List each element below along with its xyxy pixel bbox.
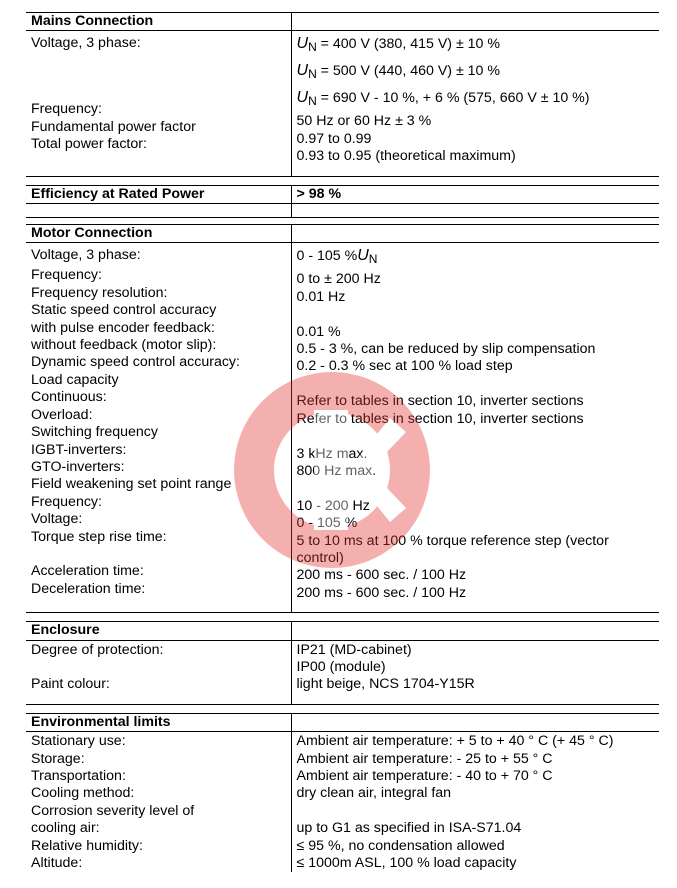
spec-value: ≤ 1000m ASL, 100 % load capacity: [296, 855, 517, 872]
spec-label: Altitude:: [31, 855, 83, 872]
spec-value: 10 - 200 Hz: [296, 497, 370, 514]
spec-value: Refer to tables in section 10, inverter sections: [296, 393, 584, 410]
values-column: [291, 640, 659, 704]
spec-value: up to G1 as specified in ISA-S71.04: [296, 820, 522, 837]
spec-label: with pulse encoder feedback:: [31, 319, 215, 336]
labels-column: [26, 732, 291, 873]
spec-value: 0.2 - 0.3 % sec at 100 % load step: [296, 358, 513, 375]
section-header-motor: [26, 225, 659, 243]
spec-value: 5 to 10 ms at 100 % torque reference step (vector control): [296, 532, 609, 566]
spec-label: Degree of protection:: [31, 641, 164, 658]
spec-value: 200 ms - 600 sec. / 100 Hz: [296, 567, 467, 584]
spec-label: Deceleration time:: [31, 580, 146, 597]
spec-label: Storage:: [31, 750, 85, 767]
spec-value: 800 Hz max.: [296, 462, 377, 479]
spec-label: Switching frequency: [31, 424, 158, 441]
spec-value: IP21 (MD-cabinet): [296, 641, 412, 658]
section-header-enclosure: [26, 622, 659, 640]
spec-label: Continuous:: [31, 389, 107, 406]
spec-label: Relative humidity:: [31, 837, 143, 854]
spec-label: IGBT-inverters:: [31, 441, 127, 458]
section-body-environment: [26, 732, 659, 873]
section-title: Environmental limits: [26, 713, 291, 731]
labels-column: [26, 640, 291, 704]
spec-value: 0 - 105 %: [296, 515, 358, 532]
spec-label: Field weakening set point range: [31, 476, 232, 493]
spec-label: Frequency resolution:: [31, 284, 168, 301]
spec-label: GTO-inverters:: [31, 458, 125, 475]
spec-value: 0.93 to 0.95 (theoretical maximum): [296, 148, 516, 165]
efficiency-value: > 98 %: [291, 185, 659, 203]
spec-label: Voltage, 3 phase:: [31, 247, 141, 264]
spec-value: $U_N = 400$ V (380, 415 V) ± 10 %: [296, 35, 501, 55]
spec-value: 0 - 105 $\%U_N$: [296, 247, 378, 267]
spec-value: Ambient air temperature: - 40 to + 70 ° C: [296, 768, 553, 784]
section-body-motor: [26, 243, 659, 613]
spec-label: Cooling method:: [31, 785, 135, 802]
spec-value: dry clean air, integral fan: [296, 785, 452, 802]
spec-value: 200 ms - 600 sec. / 100 Hz: [296, 584, 467, 601]
spec-value: ≤ 95 %, no condensation allowed: [296, 837, 505, 854]
values-column: [291, 31, 659, 176]
values-column: [291, 243, 659, 613]
spec-value: 0.5 - 3 %, can be reduced by slip compensation: [296, 341, 596, 358]
section-title: Motor Connection: [26, 225, 291, 243]
spec-value: $U_N = 690$ V - 10 %, + 6 % (575, 660 V ± 10 %): [296, 89, 590, 109]
spec-value: 50 Hz or 60 Hz ± 3 %: [296, 113, 432, 130]
section-body-mains: [26, 31, 659, 176]
spec-label: Corrosion severity level of: [31, 802, 195, 819]
section-title: Efficiency at Rated Power: [26, 185, 291, 203]
spec-value: 0 to ± 200 Hz: [296, 271, 381, 288]
spec-value: 0.01 %: [296, 323, 341, 340]
spec-label: Paint colour:: [31, 676, 110, 693]
spec-label: Total power factor:: [31, 136, 147, 153]
spec-label: Overload:: [31, 406, 93, 423]
spec-label: cooling air:: [31, 820, 100, 837]
spec-label: Transportation:: [31, 768, 126, 784]
spec-label: Frequency:: [31, 267, 102, 284]
spec-label: Voltage:: [31, 511, 83, 528]
spec-sheet: [26, 12, 659, 872]
spec-value: Ambient air temperature: + 5 to + 40 ° C (+ 45 ° C): [296, 733, 614, 750]
spec-value: Ambient air temperature: - 25 to + 55 ° C: [296, 750, 553, 767]
section-body-enclosure: [26, 640, 659, 704]
spec-value: 0.01 Hz: [296, 288, 346, 305]
labels-column: [26, 31, 291, 176]
spec-value: IP00 (module): [296, 658, 386, 675]
section-header-mains: [26, 13, 659, 31]
spec-label: Stationary use:: [31, 733, 126, 750]
section-header-environment: [26, 713, 659, 731]
section-title: Mains Connection: [26, 13, 291, 31]
spec-label: Voltage, 3 phase:: [31, 35, 141, 52]
spec-label: Load capacity: [31, 371, 119, 388]
labels-column: [26, 243, 291, 613]
spec-label: Frequency:: [31, 101, 102, 118]
spec-label: Dynamic speed control accuracy:: [31, 354, 240, 371]
spec-label: without feedback (motor slip):: [31, 337, 217, 354]
spec-value: 0.97 to 0.99: [296, 130, 372, 147]
spec-label: Torque step rise time:: [31, 528, 167, 545]
spec-label: Frequency:: [31, 493, 102, 510]
section-header-efficiency: [26, 185, 659, 203]
specification-table: [26, 12, 659, 872]
spec-value: $U_N = 500$ V (440, 460 V) ± 10 %: [296, 62, 501, 82]
spec-label: Static speed control accuracy: [31, 302, 217, 319]
spec-label: Fundamental power factor: [31, 118, 196, 135]
spec-value: 3 kHz max.: [296, 445, 368, 462]
spec-label: Acceleration time:: [31, 563, 144, 580]
section-title: Enclosure: [26, 622, 291, 640]
spec-value: Refer to tables in section 10, inverter sections: [296, 410, 584, 427]
values-column: [291, 732, 659, 873]
spec-value: light beige, NCS 1704-Y15R: [296, 676, 475, 693]
